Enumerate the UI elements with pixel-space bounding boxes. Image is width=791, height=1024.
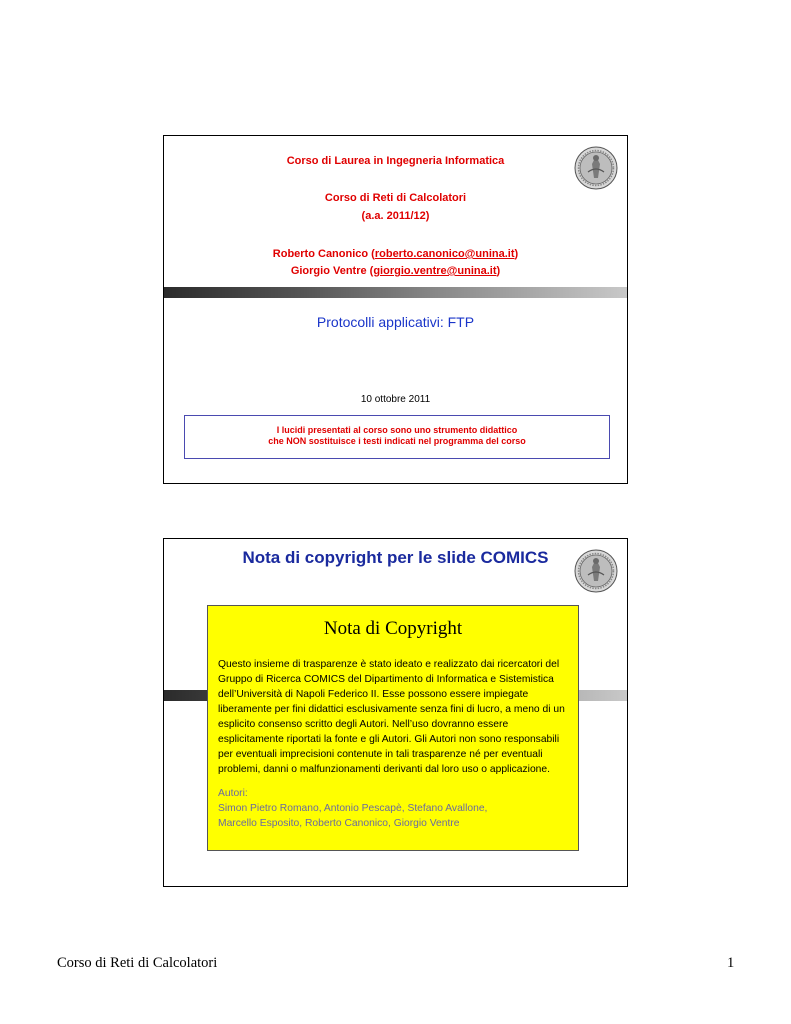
subject-name: Corso di Reti di Calcolatori: [324, 192, 467, 204]
footer-course-name: Corso di Reti di Calcolatori: [57, 955, 218, 971]
disclaimer-box: [184, 415, 610, 459]
copyright-slide-title: Nota di copyright per le slide COMICS: [242, 548, 549, 567]
slide-date: 10 ottobre 2011: [360, 394, 431, 405]
slide-1: [163, 135, 628, 484]
author-2-close: ): [496, 265, 501, 277]
copyright-text: Questo insieme di trasparenze è stato ideato e realizzato dai ricercatori del Gruppo di Ricerca COMICS del Dipartimento di Informatica e Sistemistica dell’Università di Napoli Federico II. Esse possono essere impiegate liberamente per fini didattici esclusivamente senza fini di lucro, a meno di un esplicito consenso scritto degli Autori. Nell’uso dovranno essere esplicitamente riportati la fonte e gli Autori. Gli Autori non sono responsabili per eventuali imprecisioni contenute in tali trasparenze né per eventuali problemi, danni o malfunzionamenti derivanti dal loro uso o applicazione.: [218, 659, 565, 775]
academic-year: (a.a. 2011/12): [361, 210, 430, 222]
disclaimer-line-1: I lucidi presentati al corso sono uno strumento didattico: [276, 425, 518, 435]
author-2-email-link[interactable]: giorgio.ventre@unina.it: [373, 265, 497, 277]
disclaimer-line-2: che NON sostituisce i testi indicati nel programma del corso: [268, 436, 526, 446]
copyright-box-title: Nota di Copyright: [323, 618, 463, 639]
university-seal-icon: [574, 146, 618, 190]
slide-title: Protocolli applicativi: FTP: [316, 314, 475, 330]
authors-label: Autori:: [218, 788, 248, 799]
authors-line-2: Marcello Esposito, Roberto Canonico, Giorgio Ventre: [218, 818, 460, 829]
author-1-name: Roberto Canonico (: [272, 248, 375, 260]
authors-line-1: Simon Pietro Romano, Antonio Pescapè, Stefano Avallone,: [218, 803, 488, 814]
author-2: [164, 265, 627, 277]
slide-2: [163, 538, 628, 887]
page-number: 1: [727, 955, 735, 971]
author-1: [164, 248, 627, 260]
author-1-close: ): [514, 248, 519, 260]
header-gradient-band: [164, 287, 627, 298]
author-1-email-link[interactable]: roberto.canonico@unina.it: [374, 248, 515, 260]
course-name: Corso di Laurea in Ingegneria Informatica: [286, 155, 505, 167]
authors-block: [218, 786, 568, 831]
author-2-name: Giorgio Ventre (: [290, 265, 374, 277]
copyright-box: [207, 605, 579, 851]
